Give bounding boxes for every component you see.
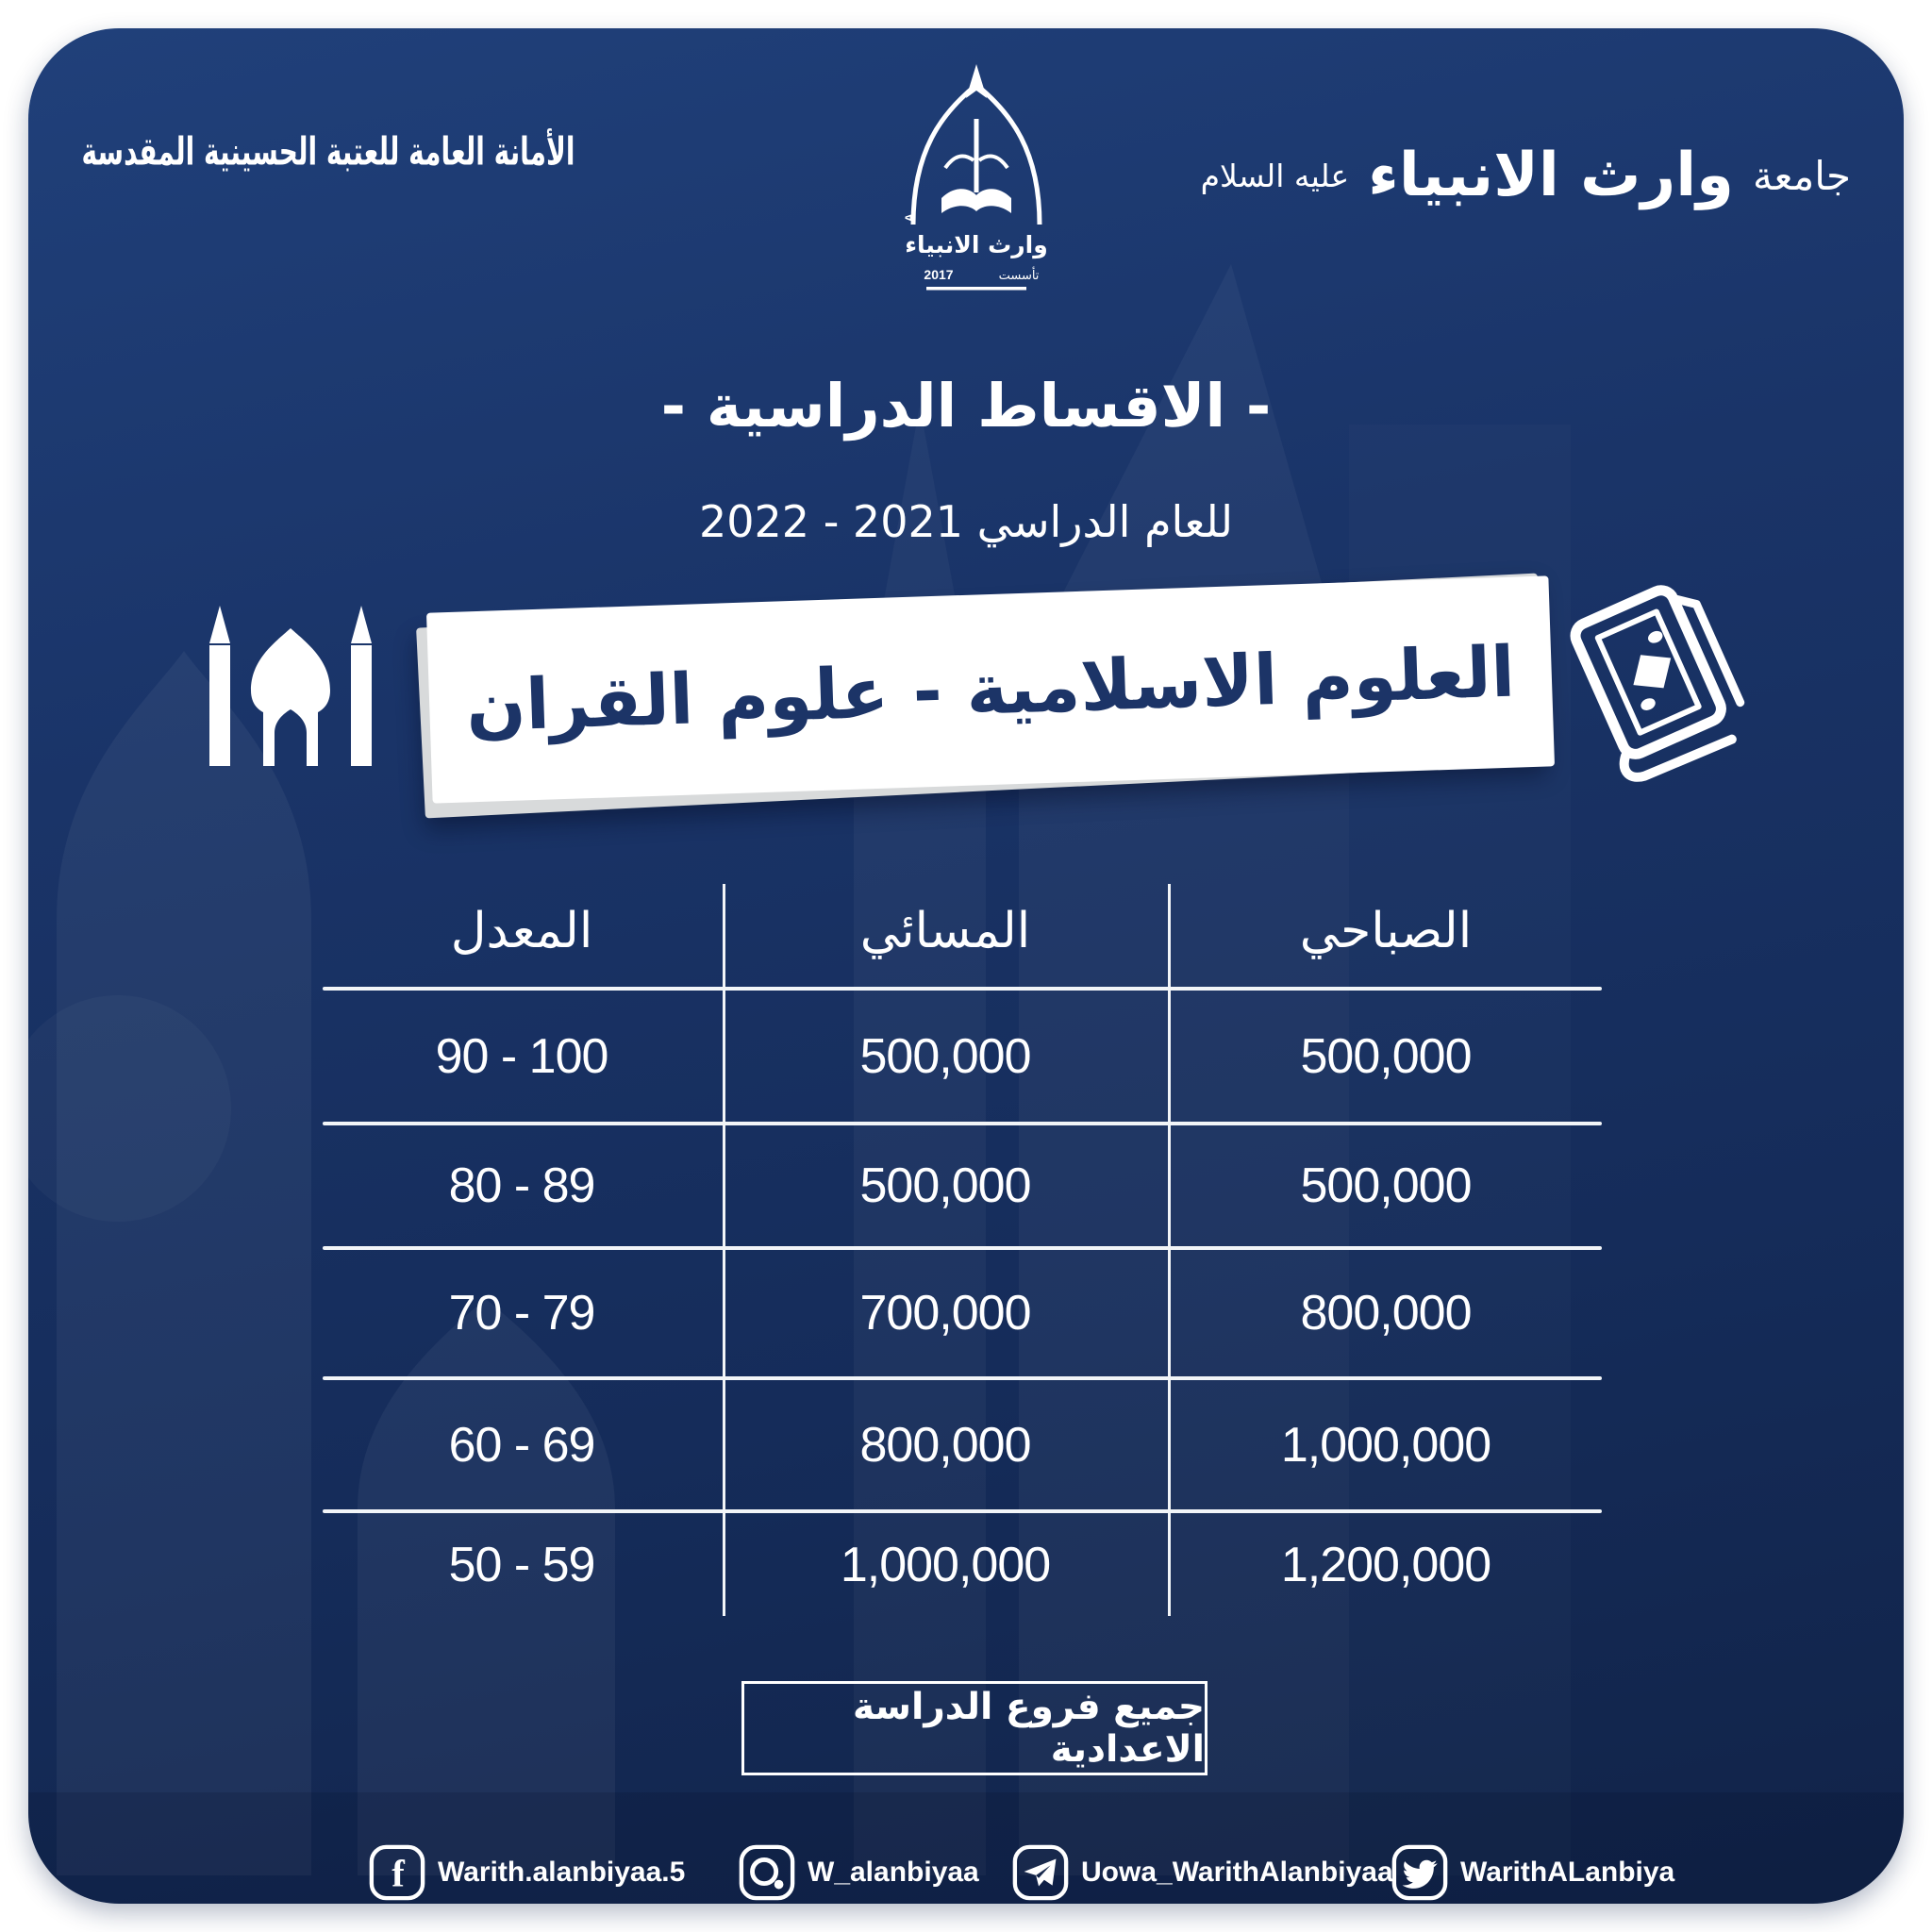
note-box	[741, 1681, 1208, 1775]
column-header-evening: المسائي	[859, 902, 1031, 959]
grade-range: 50 - 59	[448, 1537, 595, 1592]
mosque-icon	[208, 604, 374, 766]
facebook-handle: Warith.alanbiyaa.5	[438, 1857, 686, 1888]
grade-range: 80 - 89	[448, 1158, 595, 1213]
column-header-morning: الصباحي	[1299, 902, 1473, 959]
row-separator	[323, 1122, 1602, 1125]
fee-evening: 800,000	[859, 1417, 1031, 1473]
fee-evening: 500,000	[859, 1158, 1031, 1213]
social-instagram	[738, 1841, 979, 1904]
university-suffix: عليه السلام	[1200, 157, 1350, 194]
university-name: وارث الانبياء	[1368, 141, 1734, 210]
table-grid-lines	[321, 873, 1604, 1618]
telegram-handle: Uowa_WarithAlanbiyaa	[1081, 1857, 1393, 1888]
poster-card	[28, 28, 1904, 1904]
university-name-header	[1201, 111, 1851, 240]
academic-year-subtitle: للعام الدراسي 2021 - 2022	[699, 496, 1233, 547]
program-banner	[426, 575, 1555, 803]
fee-morning: 1,200,000	[1280, 1537, 1491, 1592]
fee-morning: 800,000	[1300, 1286, 1472, 1341]
row-separator	[323, 1376, 1602, 1380]
program-banner-label: العلوم الاسلامية - علوم القران	[464, 631, 1517, 748]
social-telegram	[1011, 1841, 1393, 1904]
fee-evening: 500,000	[859, 1028, 1031, 1084]
svg-text:UNIVERSITY OF WARITH AL-ANBIYA: UNIVERSITY OF WARITH AL-ANBIYAA	[880, 54, 917, 223]
column-separator	[723, 884, 725, 1616]
telegram-icon	[1011, 1843, 1070, 1902]
svg-text:وارث الانبياء: وارث الانبياء	[905, 231, 1048, 258]
university-prefix: جامعة	[1752, 152, 1851, 199]
svg-text:2017: 2017	[924, 267, 954, 282]
social-facebook	[368, 1841, 685, 1904]
instagram-icon	[738, 1843, 796, 1902]
svg-text:تأسست: تأسست	[998, 269, 1040, 283]
grade-range: 90 - 100	[435, 1028, 608, 1084]
row-separator	[323, 1246, 1602, 1250]
fee-evening: 700,000	[859, 1286, 1031, 1341]
shrine-calligraphy-logo: الأمانة العامة للعتبة الحسينية المقدسة	[81, 128, 575, 174]
grade-range: 70 - 79	[448, 1286, 595, 1341]
facebook-icon	[368, 1843, 426, 1902]
instagram-handle: W_alanbiyaa	[808, 1857, 979, 1888]
social-twitter	[1391, 1841, 1674, 1904]
twitter-icon	[1391, 1843, 1449, 1902]
svg-text:f: f	[391, 1852, 405, 1895]
university-seal-icon	[880, 54, 1066, 302]
column-separator	[1168, 884, 1171, 1616]
twitter-handle: WarithALanbiya	[1460, 1857, 1675, 1888]
fee-morning: 500,000	[1300, 1028, 1472, 1084]
fee-morning: 500,000	[1300, 1158, 1472, 1213]
row-separator	[323, 987, 1602, 991]
quran-book-icon	[1564, 594, 1767, 769]
fee-evening: 1,000,000	[840, 1537, 1051, 1592]
page-title: - الاقساط الدراسية -	[660, 372, 1272, 441]
note-label: جميع فروع الدراسة الاعدادية	[852, 1686, 1205, 1771]
fee-morning: 1,000,000	[1280, 1417, 1491, 1473]
row-separator	[323, 1509, 1602, 1513]
grade-range: 60 - 69	[448, 1417, 595, 1473]
column-header-average: المعدل	[450, 902, 593, 959]
